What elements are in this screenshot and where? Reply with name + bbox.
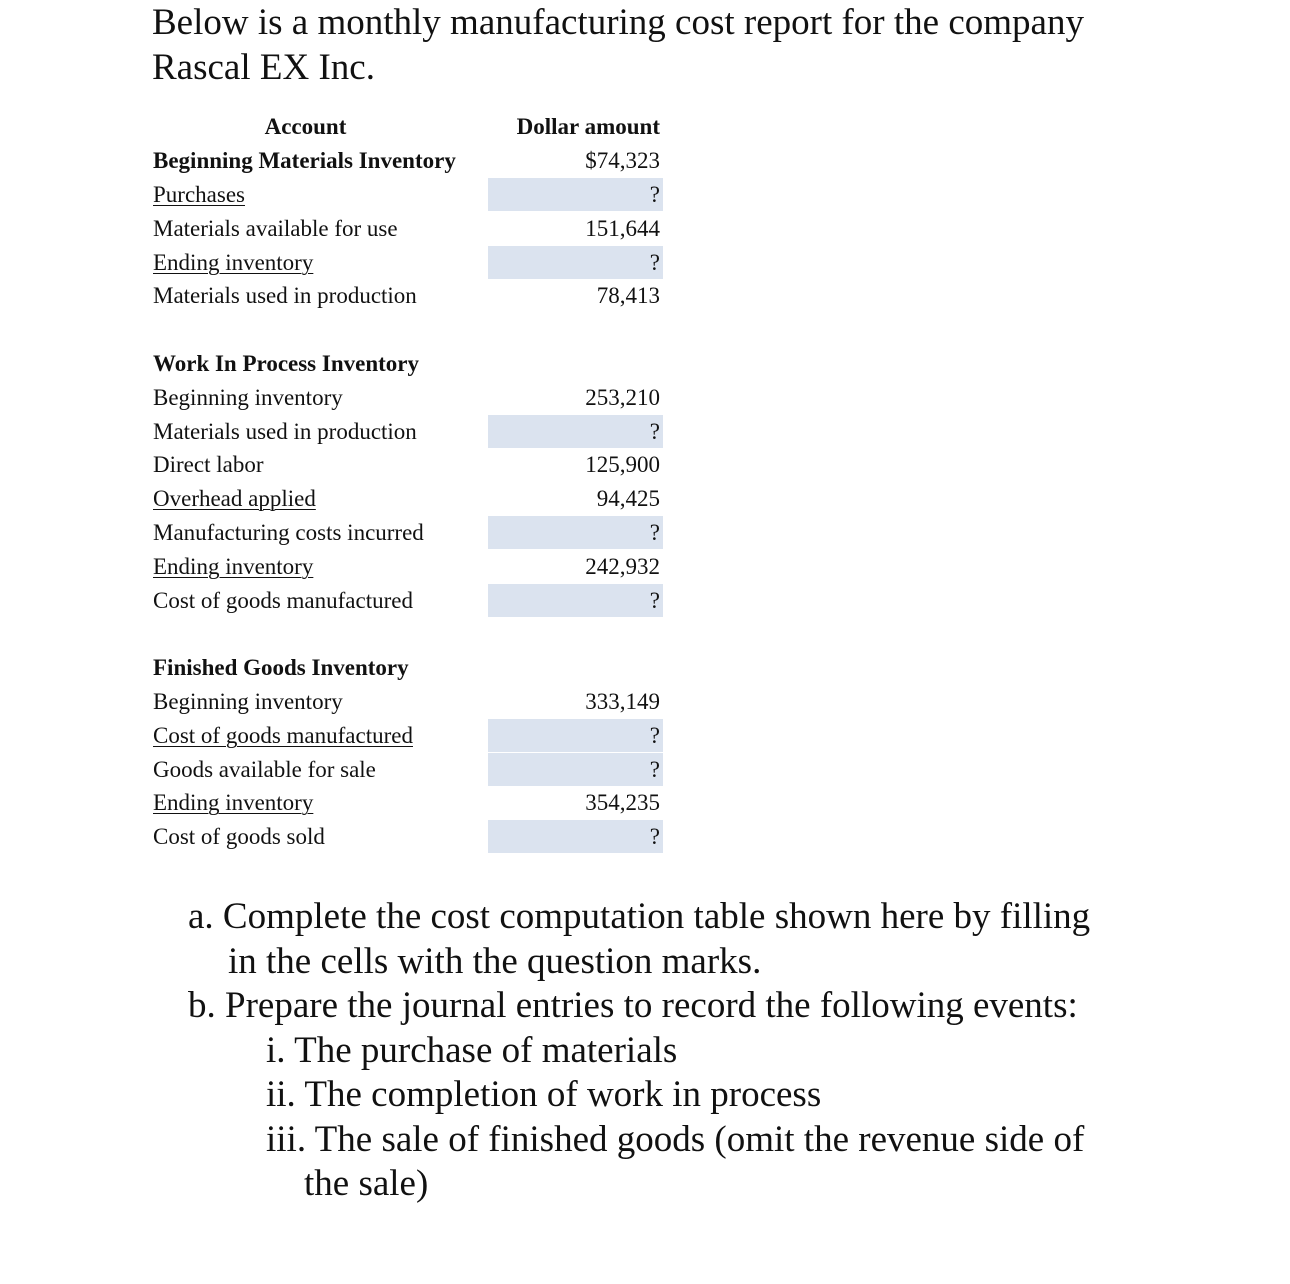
row-label: Ending inventory — [153, 249, 314, 275]
table-row — [153, 414, 665, 448]
row-value: 333,149 — [585, 688, 660, 714]
table-row — [153, 583, 665, 617]
row-value-blank: ? — [488, 719, 663, 752]
table-row — [153, 380, 665, 414]
row-label: Ending inventory — [153, 790, 314, 816]
row-value: 151,644 — [585, 215, 660, 241]
table-row — [153, 482, 665, 516]
question-a-line-1: a. Complete the cost computation table shown here by filling — [188, 896, 1091, 937]
materials-beginning-amount: $74,323 — [585, 148, 660, 174]
row-label: Beginning inventory — [153, 688, 343, 714]
row-label: Goods available for sale — [153, 756, 376, 782]
cost-report-table — [153, 110, 665, 854]
row-value-blank: ? — [488, 178, 663, 211]
row-value-blank: ? — [488, 753, 663, 786]
finished-section-title: Finished Goods Inventory — [153, 655, 409, 681]
amount-column-header: Dollar amount — [516, 114, 660, 140]
materials-section-title: Beginning Materials Inventory — [153, 148, 456, 174]
table-row — [153, 786, 665, 820]
row-label: Cost of goods sold — [153, 824, 325, 850]
row-label: Materials used in production — [153, 283, 417, 309]
table-header-row — [153, 110, 665, 144]
table-row — [153, 279, 665, 313]
row-value-blank: ? — [488, 584, 663, 617]
table-row — [153, 448, 665, 482]
row-value: 125,900 — [585, 452, 660, 478]
row-value-blank: ? — [488, 516, 663, 549]
question-b-item-i: i. The purchase of materials — [266, 1029, 678, 1071]
row-value: 253,210 — [585, 384, 660, 410]
row-value: 242,932 — [585, 553, 660, 579]
questions-block — [188, 895, 1148, 1207]
table-row — [153, 211, 665, 245]
row-value-blank: ? — [488, 415, 663, 448]
account-column-header: Account — [264, 114, 347, 140]
row-label: Overhead applied — [153, 486, 316, 512]
intro-line-1: Below is a monthly manufacturing cost report for the company — [152, 2, 1084, 43]
intro-line-2: Rascal EX Inc. — [152, 47, 375, 88]
materials-title-row — [153, 144, 665, 178]
row-label: Materials available for use — [153, 215, 398, 241]
wip-section-title: Work In Process Inventory — [153, 350, 419, 376]
table-row — [153, 178, 665, 212]
row-value-blank: ? — [488, 820, 663, 853]
intro-text — [152, 0, 1152, 90]
row-label: Manufacturing costs incurred — [153, 519, 424, 545]
wip-title-row — [153, 347, 665, 381]
row-label: Purchases — [153, 181, 245, 207]
table-row — [153, 752, 665, 786]
table-row — [153, 820, 665, 854]
row-label: Materials used in production — [153, 418, 417, 444]
row-value: 78,413 — [596, 283, 660, 309]
table-row — [153, 245, 665, 279]
question-b-item-iii-line-1: iii. The sale of finished goods (omit the revenue side of — [266, 1118, 1085, 1160]
row-label: Cost of goods manufactured — [153, 722, 413, 748]
section-spacer — [153, 617, 665, 651]
section-spacer — [153, 313, 665, 347]
row-label: Direct labor — [153, 452, 264, 478]
question-b-item-ii: ii. The completion of work in process — [266, 1074, 822, 1115]
finished-title-row — [153, 651, 665, 685]
row-label: Cost of goods manufactured — [153, 587, 413, 613]
question-a-line-2: in the cells with the question marks. — [228, 940, 762, 982]
row-label: Beginning inventory — [153, 384, 343, 410]
table-row — [153, 718, 665, 752]
row-value-blank: ? — [488, 246, 663, 279]
question-b-item-iii-line-2: the sale) — [304, 1163, 429, 1204]
row-value: 354,235 — [585, 790, 660, 816]
table-row — [153, 549, 665, 583]
question-b-line-1: b. Prepare the journal entries to record the following events: — [188, 985, 1078, 1026]
row-value: 94,425 — [596, 486, 660, 512]
row-label: Ending inventory — [153, 553, 314, 579]
table-row — [153, 685, 665, 719]
table-row — [153, 516, 665, 550]
